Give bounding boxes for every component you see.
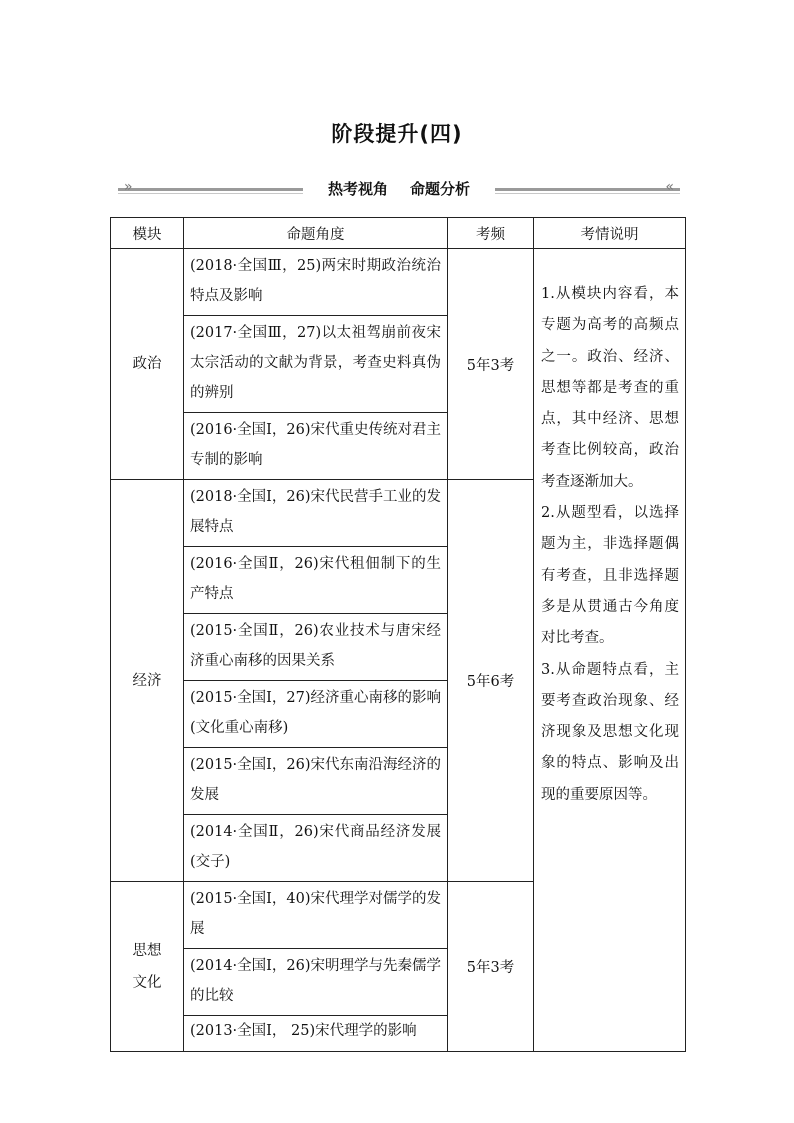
notes-cell: [534, 249, 686, 1052]
module-label: 政治: [132, 356, 162, 372]
angle-cell: (2015·全国Ⅱ，26)农业技术与唐宋经济重心南移的因果关系: [184, 614, 448, 681]
header-module: 模块: [111, 218, 184, 249]
banner-line-right-thin: [495, 193, 680, 194]
banner-line-left-thin: [118, 193, 303, 194]
analysis-table: [110, 217, 686, 1052]
angle-cell: (2016·全国Ⅱ，26)宋代租佃制下的生产特点: [184, 547, 448, 614]
angle-cell: (2013·全国Ⅰ， 25)宋代理学的影响: [184, 1016, 448, 1052]
module-label-line1: 思想: [132, 942, 162, 959]
frequency-cell: 5年3考: [448, 249, 534, 480]
note-item: 3.从命题特点看，主要考查政治现象、经济现象及思想文化现象的特点、影响及出现的重要原因等。: [541, 661, 679, 803]
double-chevron-right-icon: »: [124, 179, 133, 195]
module-cell-economy: [111, 480, 184, 882]
table-header-row: [111, 218, 686, 249]
angle-cell: (2014·全国Ⅱ，26)宋代商品经济发展(交子): [184, 815, 448, 882]
angle-cell: (2015·全国Ⅰ，40)宋代理学对儒学的发展: [184, 882, 448, 949]
note-item: 2.从题型看，以选择题为主，非选择题偶有考查，且非选择题多是从贯通古今角度对比考查。: [541, 505, 679, 647]
table-row: [111, 249, 686, 316]
module-label: 经济: [132, 672, 162, 689]
header-angle: 命题角度: [184, 218, 448, 249]
angle-cell: (2015·全国Ⅰ，27)经济重心南移的影响(文化重心南移): [184, 681, 448, 748]
banner-left-label: 热考视角: [327, 180, 388, 198]
header-frequency: 考频: [448, 218, 534, 249]
frequency-cell: 5年6考: [448, 480, 534, 882]
banner-line-right: [495, 188, 680, 191]
module-cell-thought-culture: [111, 882, 184, 1052]
angle-cell: (2018·全国Ⅲ，25)两宋时期政治统治特点及影响: [184, 249, 448, 316]
banner-right-label: 命题分析: [410, 180, 471, 198]
header-notes: 考情说明: [534, 218, 686, 249]
double-chevron-left-icon: «: [665, 179, 674, 195]
angle-cell: (2015·全国Ⅰ，26)宋代东南沿海经济的发展: [184, 748, 448, 815]
page-title: 阶段提升(四): [331, 122, 463, 146]
angle-cell: (2016·全国Ⅰ，26)宋代重史传统对君主专制的影响: [184, 413, 448, 480]
banner-text: [303, 178, 495, 199]
angle-cell: (2017·全国Ⅲ，27)以太祖驾崩前夜宋太宗活动的文献为背景，考查史料真伪的辨别: [184, 316, 448, 413]
banner-line-left: [118, 188, 303, 191]
module-cell-politics: [111, 249, 184, 480]
angle-cell: (2018·全国Ⅰ，26)宋代民营手工业的发展特点: [184, 480, 448, 547]
section-banner: [118, 174, 680, 204]
frequency-cell: 5年3考: [448, 882, 534, 1052]
note-item: 1.从模块内容看，本专题为高考的高频点之一。政治、经济、思想等都是考查的重点，其中经济、思想考查比例较高，政治考查逐渐加大。: [541, 286, 679, 490]
module-label-line2: 文化: [132, 974, 162, 991]
angle-cell: (2014·全国Ⅰ，26)宋明理学与先秦儒学的比较: [184, 949, 448, 1016]
